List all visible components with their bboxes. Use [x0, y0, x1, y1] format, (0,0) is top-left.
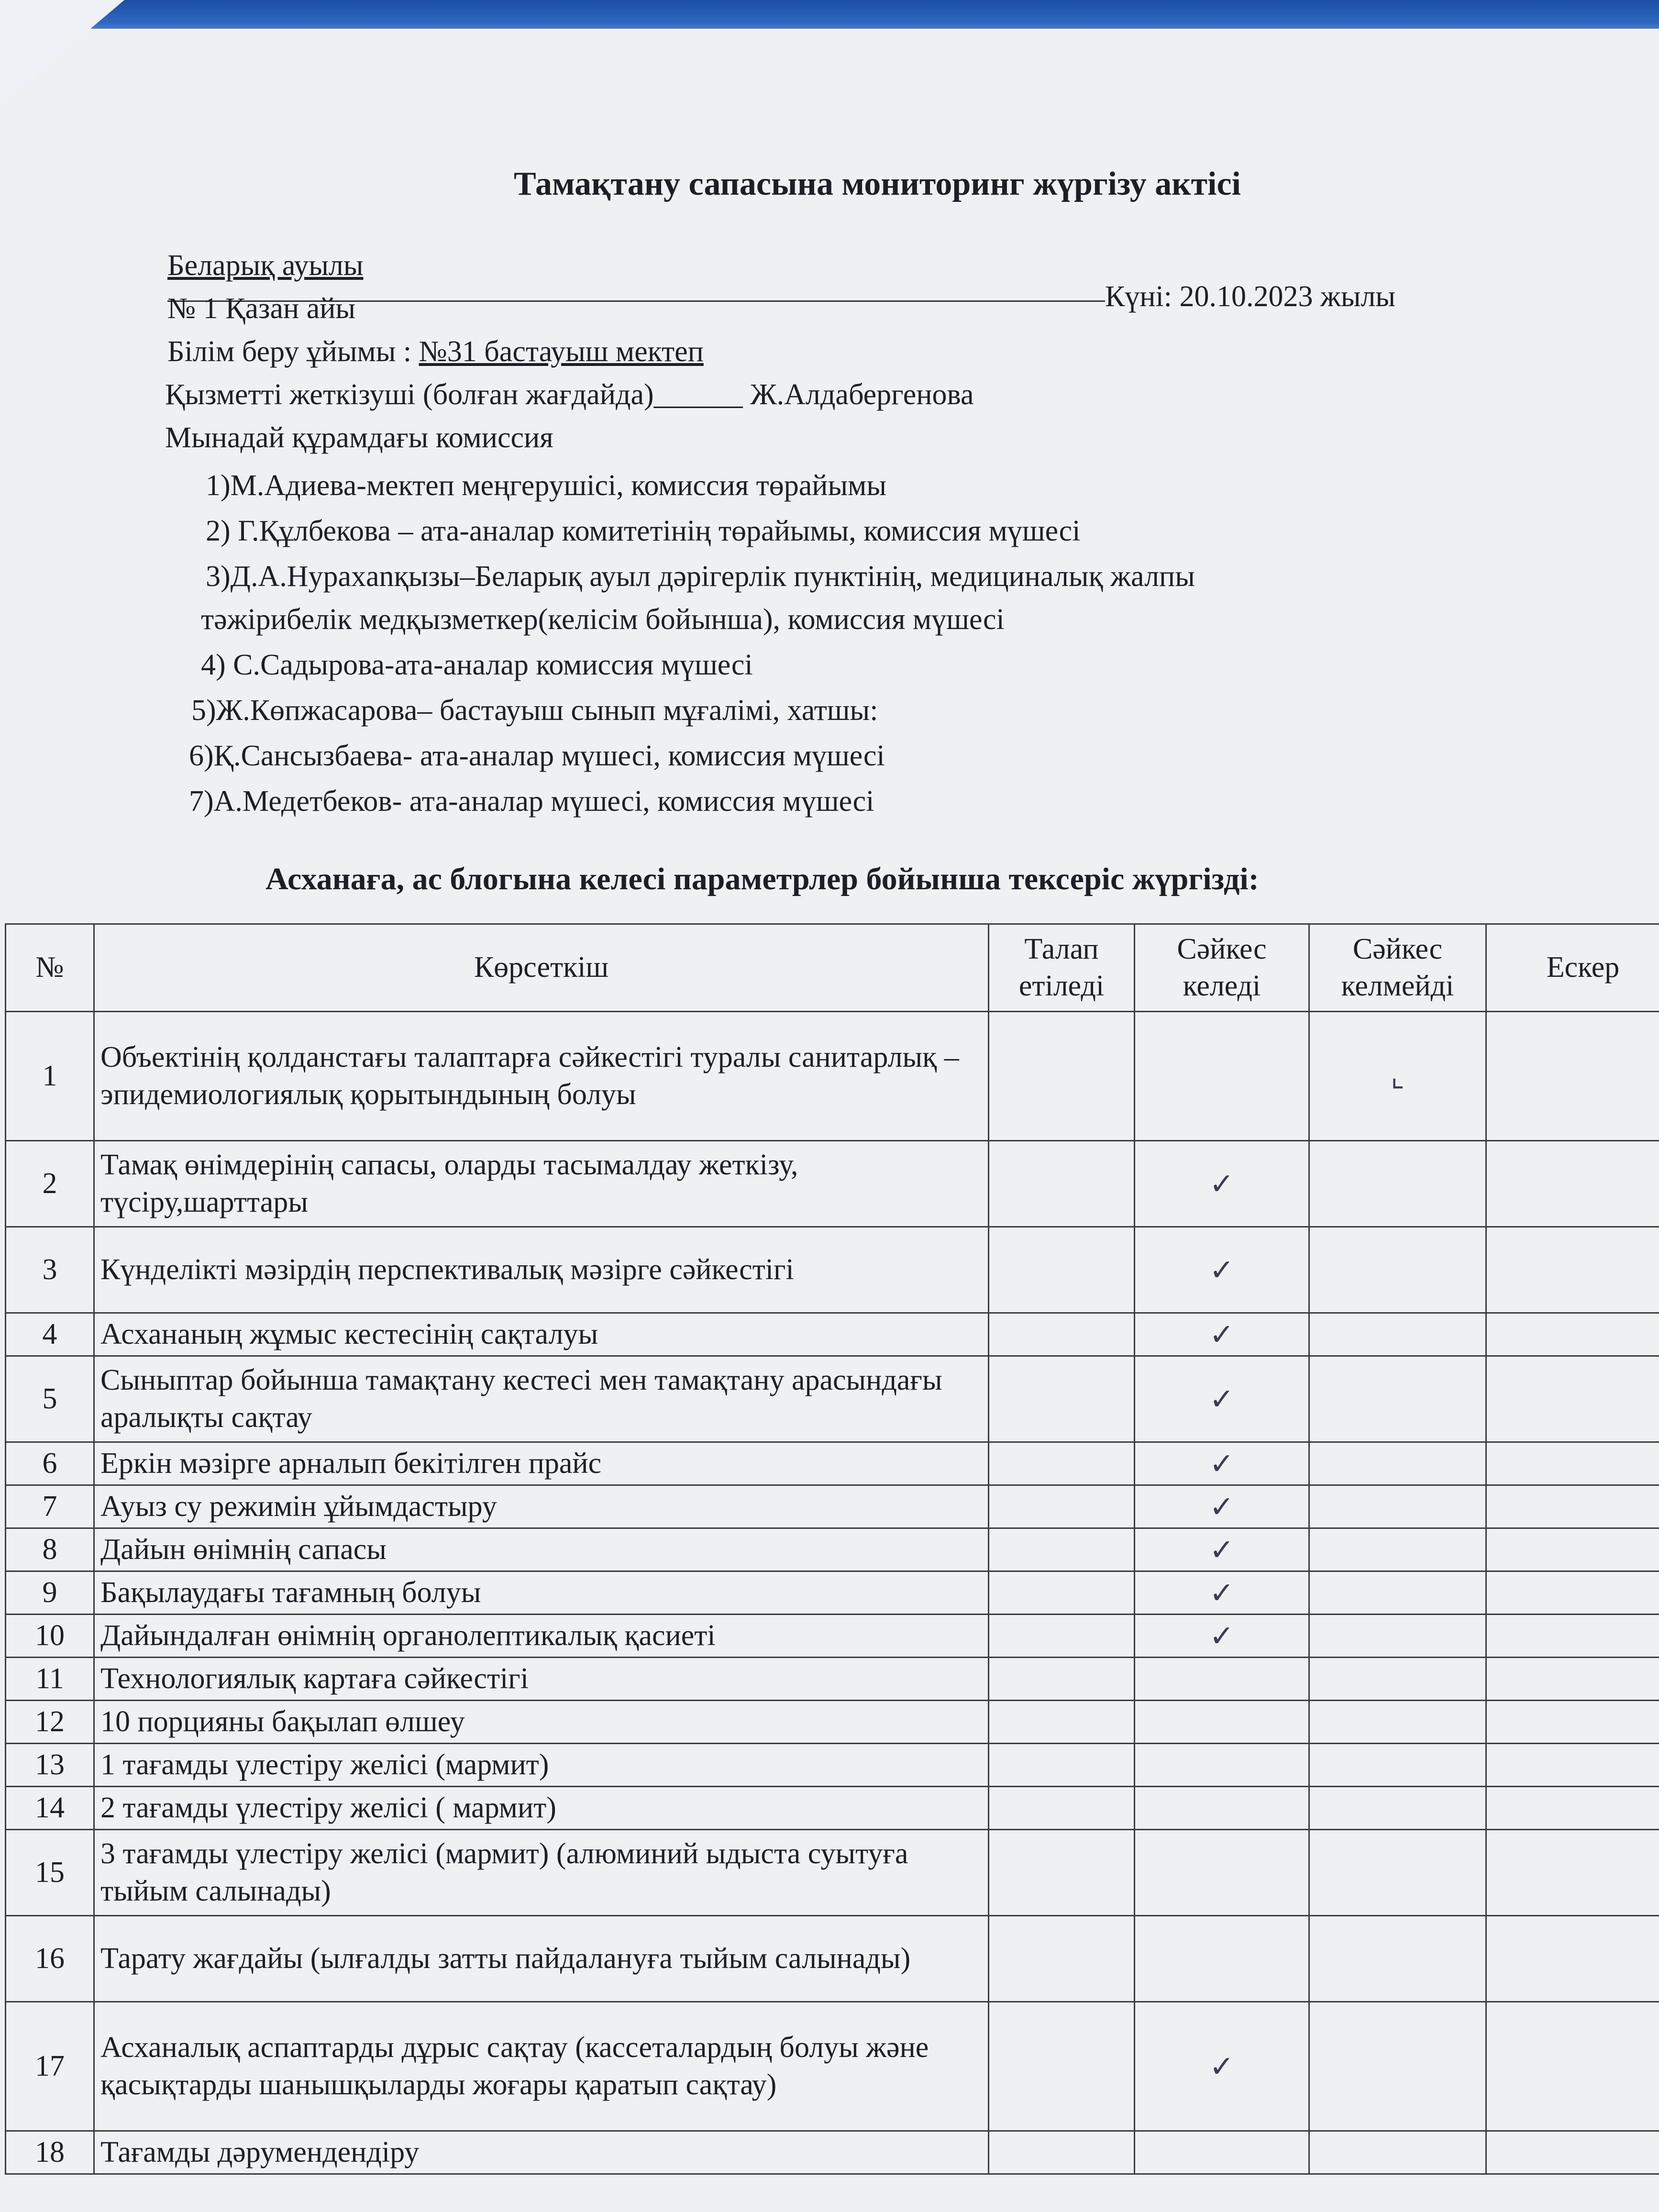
row-required-cell — [989, 1141, 1135, 1227]
row-compliant-cell — [1135, 1744, 1309, 1787]
row-noncompliant-cell — [1309, 1356, 1486, 1442]
row-required-cell — [989, 1571, 1135, 1615]
row-number: 12 — [6, 1701, 94, 1744]
row-noncompliant-cell — [1309, 1744, 1486, 1787]
row-notes-cell — [1486, 1787, 1659, 1830]
row-notes-cell — [1486, 1830, 1659, 1916]
row-notes-cell — [1486, 1615, 1659, 1658]
member-3-cont: тәжірибелік медқызметкер(келісім бойынша), комиссия мүшесі — [201, 603, 1005, 636]
row-required-cell — [989, 1701, 1135, 1744]
row-notes-cell — [1486, 1528, 1659, 1571]
table-row — [6, 1744, 1659, 1787]
row-notes-cell — [1486, 1701, 1659, 1744]
table-row — [6, 1701, 1659, 1744]
row-number: 14 — [6, 1787, 94, 1830]
row-compliant-cell — [1135, 1830, 1309, 1916]
row-indicator: Дайындалған өнімнің органолептикалық қасиеті — [94, 1615, 989, 1658]
row-notes-cell — [1486, 1012, 1659, 1141]
row-notes-cell — [1486, 1744, 1659, 1787]
village-name: Беларық ауылы — [167, 249, 364, 282]
member-6: 6)Қ.Сансызбаева- ата-аналар мүшесі, комиссия мүшесі — [189, 740, 885, 772]
row-notes-cell — [1486, 1485, 1659, 1528]
row-required-cell — [989, 2131, 1135, 2174]
row-notes-cell — [1486, 1916, 1659, 2002]
row-notes-cell — [1486, 1141, 1659, 1227]
table-row — [6, 2131, 1659, 2174]
table-row — [6, 1787, 1659, 1830]
supplier-line — [165, 378, 973, 412]
row-noncompliant-cell — [1309, 1916, 1486, 2002]
header-required: Талап етіледі — [989, 924, 1135, 1012]
row-number: 16 — [6, 1916, 94, 2002]
table-row — [6, 1916, 1659, 2002]
row-notes-cell — [1486, 2131, 1659, 2174]
row-required-cell — [989, 1227, 1135, 1313]
row-noncompliant-cell — [1309, 1442, 1486, 1485]
table-row — [6, 1571, 1659, 1615]
document-title: Тамақтану сапасына мониторинг жүргізу актісі — [514, 166, 1241, 202]
row-indicator: 2 тағамды үлестіру желісі ( мармит) — [94, 1787, 989, 1830]
table-row — [6, 1141, 1659, 1227]
row-notes-cell — [1486, 1227, 1659, 1313]
org-label: Білім беру ұйымы : — [167, 335, 412, 368]
row-compliant-cell: ✓ — [1135, 1313, 1309, 1356]
row-noncompliant-cell — [1309, 1830, 1486, 1916]
row-indicator: Тарату жағдайы (ылғалды затты пайдалануға тыйым салынады) — [94, 1916, 989, 2002]
month-line: № 1 Қазан айы — [167, 292, 356, 325]
row-compliant-cell: ✓ — [1135, 1485, 1309, 1528]
row-compliant-cell: ✓ — [1135, 1571, 1309, 1615]
row-required-cell — [989, 1744, 1135, 1787]
row-notes-cell — [1486, 1356, 1659, 1442]
table-row — [6, 1012, 1659, 1141]
table-row — [6, 1615, 1659, 1658]
row-indicator: 3 тағамды үлестіру желісі (мармит) (алюминий ыдыста суытуға тыйым салынады) — [94, 1830, 989, 1916]
row-number: 4 — [6, 1313, 94, 1356]
row-indicator: Еркін мәзірге арналып бекітілген прайс — [94, 1442, 989, 1485]
row-noncompliant-cell — [1309, 1485, 1486, 1528]
row-noncompliant-cell — [1309, 1141, 1486, 1227]
member-1: 1)М.Адиева-мектеп меңгерушісі, комиссия төрайымы — [206, 469, 887, 502]
page-corner — [0, 0, 124, 105]
header-noncompliant: Сәйкес келмейді — [1309, 924, 1486, 1012]
row-indicator: Ауыз су режимін ұйымдастыру — [94, 1485, 989, 1528]
row-compliant-cell: ✓ — [1135, 2002, 1309, 2131]
row-indicator: Тағамды дәрумендендіру — [94, 2131, 989, 2174]
row-required-cell — [989, 1830, 1135, 1916]
row-compliant-cell: ✓ — [1135, 1528, 1309, 1571]
supplier-label: Қызметті жеткізуші (болған жағдайда)______ — [165, 378, 743, 411]
header-compliant: Сәйкес келеді — [1135, 924, 1309, 1012]
header-indicator: Көрсеткіш — [94, 924, 989, 1012]
row-number: 3 — [6, 1227, 94, 1313]
row-noncompliant-cell — [1309, 2002, 1486, 2131]
row-indicator: Асхананың жұмыс кестесінің сақталуы — [94, 1313, 989, 1356]
date-line: Күні: 20.10.2023 жылы — [1105, 280, 1396, 313]
row-number: 2 — [6, 1141, 94, 1227]
member-2: 2) Г.Құлбекова – ата-аналар комитетінің төрайымы, комиссия мүшесі — [206, 515, 1081, 547]
row-compliant-cell — [1135, 2131, 1309, 2174]
row-notes-cell — [1486, 1658, 1659, 1701]
row-required-cell — [989, 1658, 1135, 1701]
row-indicator: 1 тағамды үлестіру желісі (мармит) — [94, 1744, 989, 1787]
row-noncompliant-cell — [1309, 2131, 1486, 2174]
row-required-cell — [989, 1442, 1135, 1485]
row-compliant-cell — [1135, 1658, 1309, 1701]
row-required-cell — [989, 1787, 1135, 1830]
table-row — [6, 1227, 1659, 1313]
row-number: 13 — [6, 1744, 94, 1787]
row-required-cell — [989, 2002, 1135, 2131]
row-noncompliant-cell — [1309, 1313, 1486, 1356]
row-indicator: Күнделікті мәзірдің перспективалық мәзірге сәйкестігі — [94, 1227, 989, 1313]
row-required-cell — [989, 1356, 1135, 1442]
row-compliant-cell — [1135, 1701, 1309, 1744]
row-required-cell — [989, 1528, 1135, 1571]
row-notes-cell — [1486, 2002, 1659, 2131]
row-indicator: Сыныптар бойынша тамақтану кестесі мен тамақтану арасындағы аралықты сақтау — [94, 1356, 989, 1442]
row-indicator: Дайын өнімнің сапасы — [94, 1528, 989, 1571]
row-compliant-cell — [1135, 1787, 1309, 1830]
row-required-cell — [989, 1313, 1135, 1356]
row-number: 5 — [6, 1356, 94, 1442]
row-compliant-cell: ✓ — [1135, 1227, 1309, 1313]
row-noncompliant-cell — [1309, 1701, 1486, 1744]
row-compliant-cell: ✓ — [1135, 1442, 1309, 1485]
row-required-cell — [989, 1615, 1135, 1658]
row-indicator: 10 порцияны бақылап өлшеу — [94, 1701, 989, 1744]
table-row — [6, 1356, 1659, 1442]
row-noncompliant-cell — [1309, 1528, 1486, 1571]
header-notes: Ескер — [1486, 924, 1659, 1012]
row-noncompliant-cell — [1309, 1571, 1486, 1615]
table-row — [6, 1658, 1659, 1701]
row-number: 10 — [6, 1615, 94, 1658]
row-compliant-cell: ✓ — [1135, 1356, 1309, 1442]
row-indicator: Бақылаудағы тағамның болуы — [94, 1571, 989, 1615]
row-notes-cell — [1486, 1571, 1659, 1615]
table-row — [6, 2002, 1659, 2131]
member-4: 4) С.Садырова-ата-аналар комиссия мүшесі — [201, 649, 753, 681]
row-required-cell — [989, 1916, 1135, 2002]
row-number: 9 — [6, 1571, 94, 1615]
row-number: 6 — [6, 1442, 94, 1485]
table-row — [6, 1313, 1659, 1356]
row-number: 1 — [6, 1012, 94, 1141]
table-row — [6, 1442, 1659, 1485]
row-number: 8 — [6, 1528, 94, 1571]
row-indicator: Объектінің қолданстағы талаптарға сәйкестігі туралы санитарлық – эпидемиологиялық қорытындының болуы — [94, 1012, 989, 1141]
member-5: 5)Ж.Көпжасарова– бастауыш сынып мұғалімі, хатшы: — [191, 694, 878, 727]
member-7: 7)А.Медетбеков- ата-аналар мүшесі, комиссия мүшесі — [189, 785, 874, 818]
row-noncompliant-cell — [1309, 1615, 1486, 1658]
row-noncompliant-cell — [1309, 1227, 1486, 1313]
row-compliant-cell — [1135, 1916, 1309, 2002]
org-value: №31 бастауыш мектеп — [419, 335, 704, 368]
supplier-value: Ж.Алдабергенова — [750, 378, 974, 411]
row-required-cell — [989, 1012, 1135, 1141]
row-noncompliant-cell — [1309, 1658, 1486, 1701]
row-number: 17 — [6, 2002, 94, 2131]
row-indicator: Технологиялық картаға сәйкестігі — [94, 1658, 989, 1701]
org-line — [167, 335, 704, 369]
commission-intro: Мынадай құрамдағы комиссия — [165, 421, 553, 454]
row-compliant-cell — [1135, 1012, 1309, 1141]
row-indicator: Тамақ өнімдерінің сапасы, оларды тасымалдау жеткізу, түсіру,шарттары — [94, 1141, 989, 1227]
header-number: № — [6, 924, 94, 1012]
row-number: 7 — [6, 1485, 94, 1528]
member-3: 3)Д.А.Нурахanқызы–Беларық ауыл дәрігерлік пунктінің, медициналық жалпы — [206, 560, 1195, 593]
row-compliant-cell: ✓ — [1135, 1141, 1309, 1227]
table-row — [6, 1830, 1659, 1916]
row-number: 15 — [6, 1830, 94, 1916]
row-notes-cell — [1486, 1313, 1659, 1356]
row-noncompliant-cell — [1309, 1787, 1486, 1830]
table-header-row — [6, 924, 1659, 1012]
row-notes-cell — [1486, 1442, 1659, 1485]
inspection-table — [5, 923, 1659, 2175]
row-number: 11 — [6, 1658, 94, 1701]
table-row — [6, 1528, 1659, 1571]
inspection-subtitle: Асханаға, ас блогына келесі параметрлер бойынша тексеріс жүргізді: — [265, 862, 1259, 896]
row-required-cell — [989, 1485, 1135, 1528]
row-noncompliant-cell: ⌞ — [1309, 1012, 1486, 1141]
row-number: 18 — [6, 2131, 94, 2174]
row-compliant-cell: ✓ — [1135, 1615, 1309, 1658]
row-indicator: Асханалық аспаптарды дұрыс сақтау (кассеталардың болуы және қасықтарды шанышқыларды жоғары қаратып сақтау) — [94, 2002, 989, 2131]
table-row — [6, 1485, 1659, 1528]
